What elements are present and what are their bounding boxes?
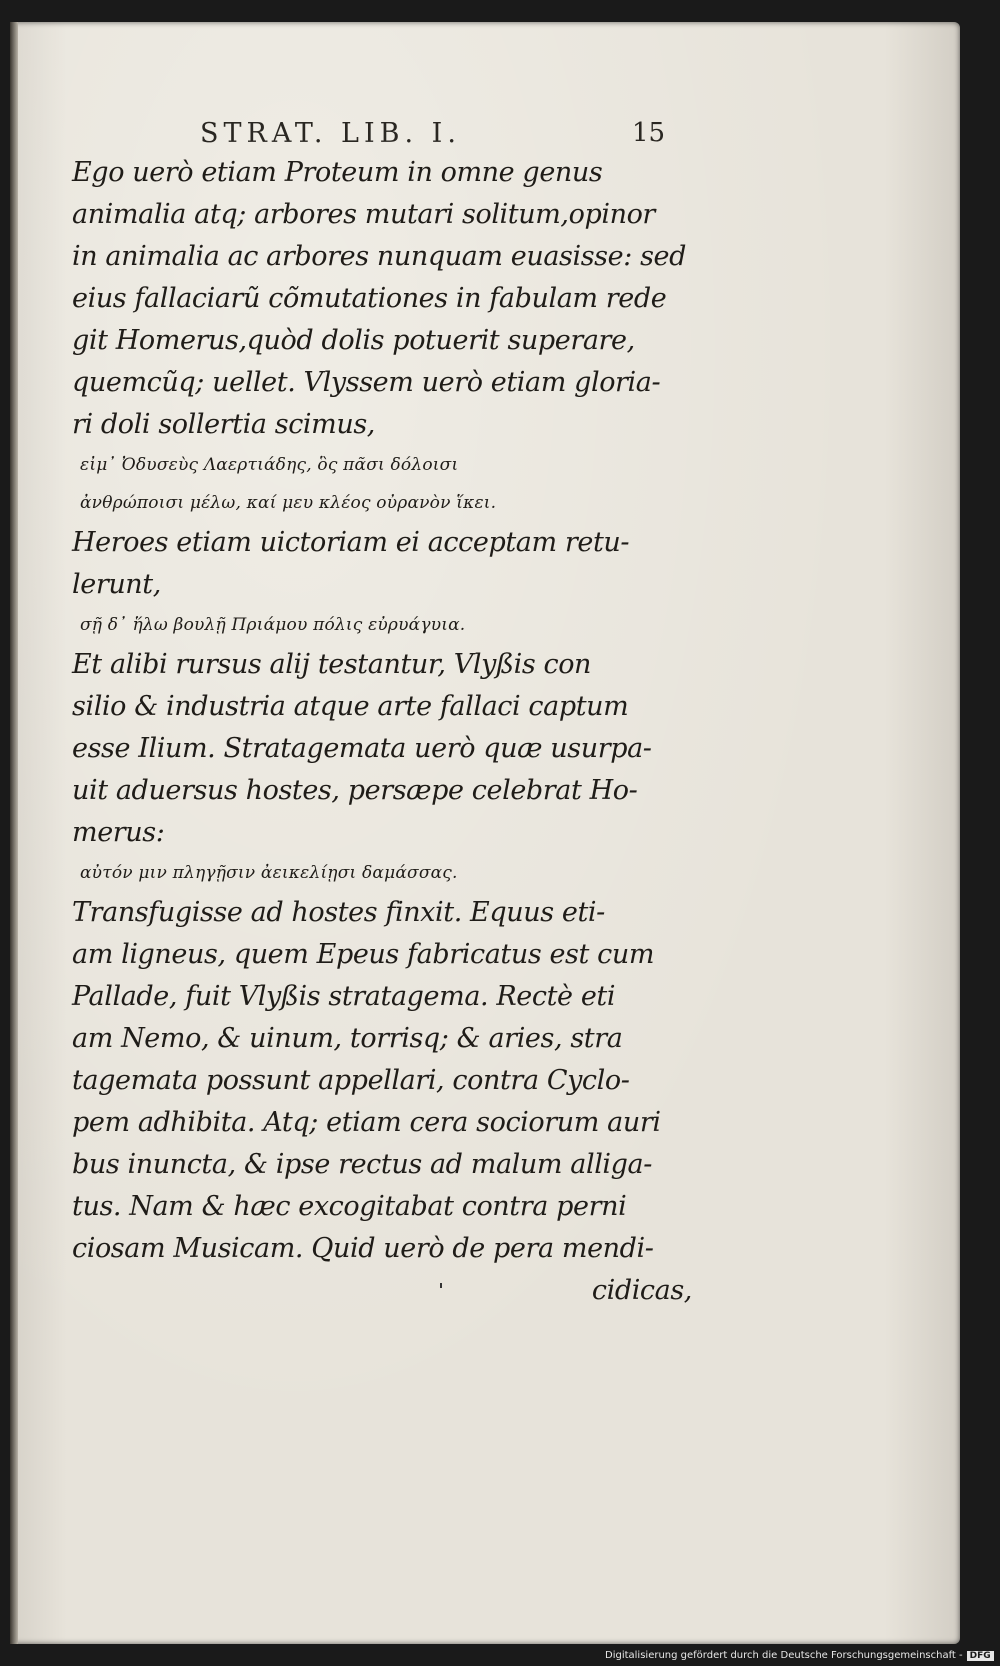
- footer-credit: Digitalisierung gefördert durch die Deutsche Forschungsgemeinschaft -: [605, 1650, 963, 1661]
- text-line: git Homerus,quòd dolis potuerit superare,: [72, 325, 635, 356]
- text-line: Pallade, fuit Vlyßis stratagema. Rectè eti: [72, 981, 616, 1012]
- digitization-footer: [605, 1650, 994, 1661]
- printer-mark: [440, 1283, 442, 1288]
- text-line: eius fallaciarũ cõmutationes in fabulam rede: [72, 283, 667, 314]
- body-text: [72, 152, 692, 1312]
- page-gutter-edge: [10, 22, 18, 1644]
- text-line: quemcũq; uellet. Vlyssem uerò etiam gloria-: [72, 367, 661, 398]
- text-line: am ligneus, quem Epeus fabricatus est cum: [72, 939, 655, 970]
- text-line: esse Ilium. Stratagemata uerò quæ usurpa-: [72, 733, 652, 764]
- text-line: Heroes etiam uictoriam ei acceptam retu-: [72, 527, 630, 558]
- text-line: Transfugisse ad hostes finxit. Equus eti-: [72, 897, 605, 928]
- greek-quotation-line: αὐτόν μιν πληγῇσιν ἀεικελίῃσι δαμάσσας.: [80, 863, 458, 883]
- page-number: 15: [632, 118, 666, 148]
- catchword: cidicas,: [591, 1275, 692, 1306]
- text-line: Ego uerò etiam Proteum in omne genus: [72, 157, 603, 188]
- text-line: am Nemo, & uinum, torrisq; & aries, stra: [72, 1023, 623, 1054]
- text-line: pem adhibita. Atq; etiam cera sociorum auri: [72, 1107, 661, 1138]
- greek-quotation-line: ἀνθρώποισι μέλω, καί μευ κλέος οὐρανὸν ἵκει.: [80, 493, 497, 513]
- text-line: ciosam Musicam. Quid uerò de pera mendi-: [72, 1233, 654, 1264]
- text-line: tagemata possunt appellari, contra Cyclo-: [72, 1065, 630, 1096]
- running-head: [200, 118, 670, 149]
- text-line: silio & industria atque arte fallaci captum: [72, 691, 629, 722]
- text-line: merus:: [72, 817, 165, 848]
- running-head-title: STRAT. LIB. I.: [200, 118, 461, 149]
- greek-quotation-line: σῇ δ᾽ ἥλω βουλῇ Πριάμου πόλις εὐρυάγυια.: [80, 615, 466, 635]
- text-line: animalia atq; arbores mutari solitum,opinor: [72, 199, 655, 230]
- text-line: uit aduersus hostes, persæpe celebrat Ho-: [72, 775, 638, 806]
- text-line: ri doli sollertia scimus,: [72, 409, 375, 440]
- dfg-logo: DFG: [967, 1651, 994, 1661]
- text-line: Et alibi rursus alij testantur, Vlyßis con: [72, 649, 592, 680]
- text-line: bus inuncta, & ipse rectus ad malum alliga-: [72, 1149, 652, 1180]
- text-line: in animalia ac arbores nunquam euasisse: sed: [72, 241, 687, 272]
- text-line: lerunt,: [72, 569, 161, 600]
- text-line: tus. Nam & hæc excogitabat contra perni: [72, 1191, 627, 1222]
- greek-quotation-line: εἰμ᾽ Ὀδυσεὺς Λαερτιάδης, ὃς πᾶσι δόλοισι: [80, 455, 459, 475]
